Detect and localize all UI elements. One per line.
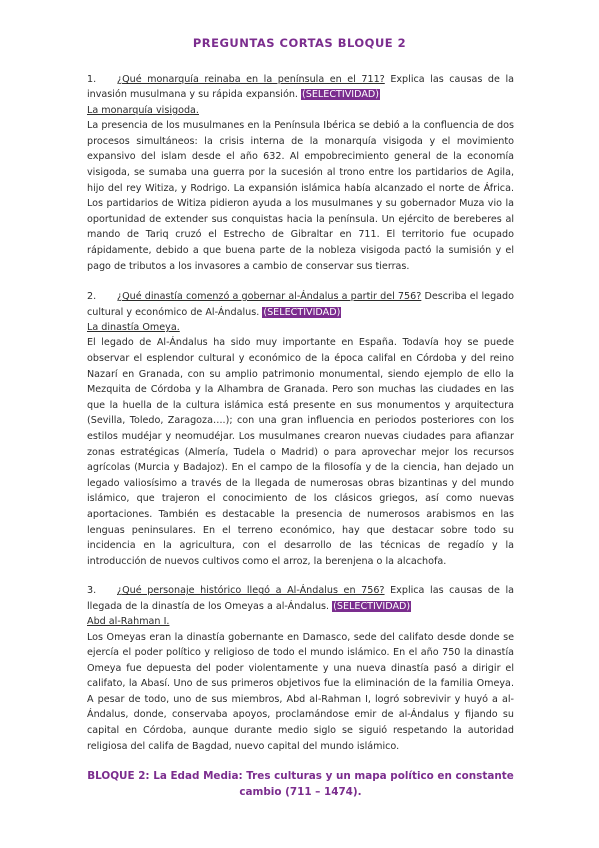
page-title: PREGUNTAS CORTAS BLOQUE 2 <box>192 36 407 50</box>
question-1 <box>87 72 514 274</box>
question-number: 3. <box>87 585 97 597</box>
question-line <box>87 583 514 614</box>
answer-subtitle: La monarquía visigoda. <box>87 104 199 116</box>
answer-paragraph: El legado de Al-Ándalus ha sido muy importante en España. Todavía hoy se puede observar el esplendor cultural y económico de la época califal en Córdoba y del reino Nazarí en Granada, con su amplio patrimonio monumental, siendo ejemplo de ello la Mezquita de Córdoba y la Alhambra de Granada. Pero son muchas las ciudades en las que la huella de la cultura islámica está presente en sus monumentos y arquitectura (Sevilla, Toledo, Zaragoza….); con una gran influencia en periodos posteriores con los estilos mudéjar y neomudéjar. Los musulmanes crearon nuevas ciudades para afianzar zonas estratégicas (Almería, Tudela o Madrid) o para aprovechar mejor los recursos agrícolas (Murcia y Badajoz). En el campo de la filosofía y de la ciencia, han dejado un legado valiosísimo a través de la llegada de numerosas obras bizantinas y del mundo islámico, que trajeron el conocimiento de los clásicos griegos, así como nuevas aportaciones. También es destacable la presencia de numerosos arabismos en las lenguas peninsulares. En el terreno económico, hay que destacar sobre todo su incidencia en la agricultura, con el desarrollo de las técnicas de regadío y la introducción de nuevos cultivos como el arroz, la berenjena o la alcachofa. <box>87 337 514 567</box>
question-number: 1. <box>87 74 97 85</box>
question-3 <box>87 583 514 754</box>
question-rest: Describa el legado cultural y económico de Al-Ándalus. <box>87 291 515 318</box>
question-text: ¿Qué monarquía reinaba en la península en el 711? <box>117 74 385 85</box>
question-text: ¿Qué personaje histórico llegó a Al-Ándalus en 756? <box>117 585 385 597</box>
answer-paragraph: La presencia de los musulmanes en la Península Ibérica se debió a la confluencia de dos procesos simultáneos: la crisis interna de la monarquía visigoda y el movimiento expansivo del islam desde el año 632. Al empobrecimiento general de la economía visigoda, se sumaba una guerra por la sucesión al trono entre los partidarios de Agila, hijo del rey Witiza, y Rodrigo. La expansión islámica había alcanzado el norte de África. Los partidarios de Witiza pidieron ayuda a los musulmanes y su gobernador Muza vio la oportunidad de extender sus conquistas hacia la península. Un ejército de bereberes al mando de Tariq cruzó el Estrecho de Gibraltar en 711. El territorio fue ocupado rápidamente, debido a que buena parte de la nobleza visigoda pactó la sumisión y el pago de tributos a los invasores a cambio de conservar sus tierras. <box>87 120 514 272</box>
question-line <box>87 72 514 103</box>
question-rest: Explica las causas de la invasión musulmana y su rápida expansión. <box>87 74 514 101</box>
answer-subtitle: La dinastía Omeya. <box>87 321 180 333</box>
selectividad-tag: (SELECTIVIDAD) <box>333 600 411 612</box>
selectividad-tag: (SELECTIVIDAD) <box>302 89 380 101</box>
selectividad-tag: (SELECTIVIDAD) <box>263 306 341 318</box>
question-number: 2. <box>87 291 97 303</box>
answer-paragraph: Los Omeyas eran la dinastía gobernante en Damasco, sede del califato desde donde se ejercía el poder político y religioso de todo el mundo islámico. En el año 750 la dinastía Omeya fue depuesta del poder violentamente y una nueva dinastía pasó a dirigir el califato, la Abasí. Uno de sus primeros objetivos fue la eliminación de la familia Omeya. A pesar de todo, uno de sus miembros, Abd al-Rahman I, logró sobrevivir y huyó a al-Ándalus, donde, conservaba apoyos, proclamándose emir de al-Ándalus y fijando su capital en Córdoba, aunque durante medio siglo se siguió respetando la autoridad religiosa del califa de Bagdad, nuevo capital del mundo islámico. <box>87 631 514 752</box>
footer-block-title: BLOQUE 2: La Edad Media: Tres culturas y un mapa político en constante cambio (711 – 1474). <box>87 770 514 798</box>
question-rest: Explica las causas de la llegada de la dinastía de los Omeyas a al-Ándalus. <box>87 585 514 612</box>
document-body <box>87 72 514 754</box>
answer-subtitle: Abd al-Rahman I. <box>87 616 170 628</box>
question-line <box>87 289 514 320</box>
question-2 <box>87 289 514 569</box>
question-text: ¿Qué dinastía comenzó a gobernar al-Ándalus a partir del 756? <box>117 291 422 303</box>
